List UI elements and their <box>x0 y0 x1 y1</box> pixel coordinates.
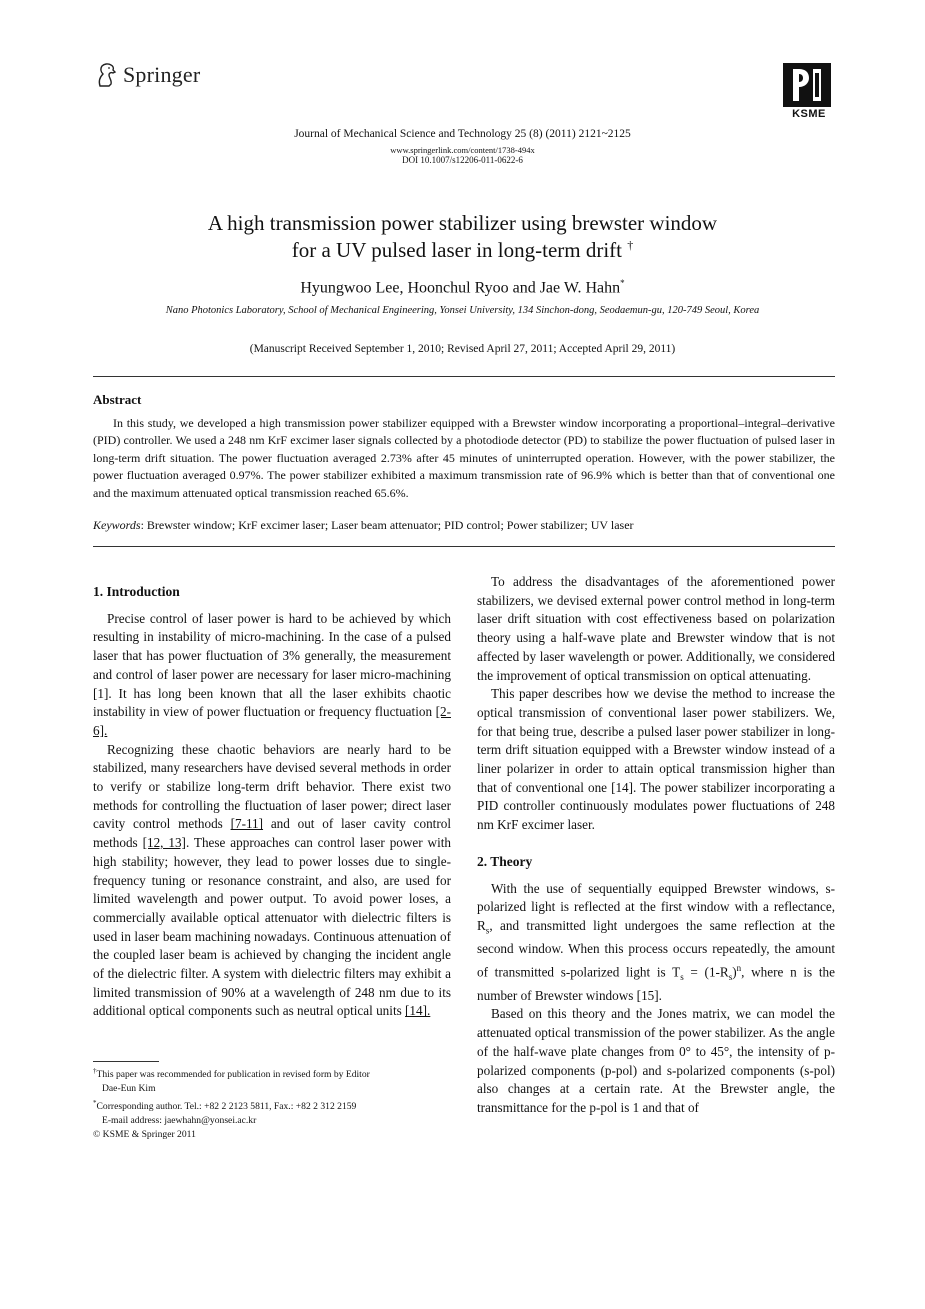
paragraph-text: With the use of sequentially equipped Brewster windows, s-polarized light is reflected at the first window with a reflectance, R <box>477 880 835 933</box>
section-heading-introduction: 1. Introduction <box>93 584 180 599</box>
paragraph <box>93 610 451 741</box>
keywords-label: Keywords <box>93 518 141 532</box>
title-dagger: † <box>627 238 634 252</box>
superscript: n <box>736 963 742 973</box>
paragraph-text: ) <box>732 964 737 980</box>
copyright: © KSME & Springer 2011 <box>93 1129 196 1141</box>
abstract-text: In this study, we developed a high transmission power stabilizer equipped with a Brewster window incorporating a proportional–integral–derivative (PID) controller. We used a 248 nm KrF excimer laser signals collected by a photodiode detector (PD) to stabilize the power fluctuation of pulsed laser in long-term drift situation. The power fluctuation averaged 2.73% after 45 minutes of uninterrupted operation. However, with the power stabilizer, the power fluctuation averaged 0.97%. The power stabilizer exhibited a maximum transmission rate of 96.9% which is better than that of conventional one and the maximum attenuated optical transmission reached 65.6%. <box>93 416 835 500</box>
spacer <box>477 835 835 853</box>
paragraph-text: = (1-R <box>683 964 729 980</box>
subscript: s <box>728 972 733 983</box>
left-column <box>93 583 451 1021</box>
title-line-2 <box>0 238 925 263</box>
subscript: s <box>485 925 490 936</box>
footnotes <box>93 1064 451 1142</box>
citation-link[interactable]: [12, 13] <box>142 835 186 851</box>
footnote-mark: * <box>93 1099 97 1108</box>
author-names: Hyungwoo Lee, Hoonchul Ryoo and Jae W. Hahn <box>300 279 621 297</box>
footnote-text: Corresponding author. Tel.: +82 2 2123 5811, Fax.: +82 2 312 2159 <box>96 1101 357 1113</box>
subscript: s <box>680 972 684 983</box>
citation-link[interactable]: [2-6]. <box>93 704 451 738</box>
paragraph-text: Precise control of laser power is hard to be achieved by which resulting in instability of micro-machining. In the case of a pulsed laser that has power fluctuation of 3% generally, the measurement and control of laser power are necessary for laser micro-machining [1]. It has long been known that all the laser exhibits chaotic instability in view of power fluctuation or frequency fluctuation <box>93 610 451 720</box>
right-column <box>477 573 835 1118</box>
ksme-label: KSME <box>792 108 826 120</box>
springer-horse-icon <box>94 62 118 88</box>
corresponding-mark: * <box>620 278 625 288</box>
title-line-2-text: for a UV pulsed laser in long-term drift <box>291 238 623 262</box>
footnote-rule <box>93 1061 159 1062</box>
journal-url[interactable]: www.springerlink.com/content/1738-494x <box>390 145 535 155</box>
citation-link[interactable]: [14]. <box>405 1003 431 1019</box>
doi: DOI 10.1007/s12206-011-0622-6 <box>402 155 523 165</box>
paragraph: This paper describes how we devise the method to increase the optical transmission of conventional laser power stabilizers. We, for that being true, describe a pulsed laser power stabilizer in long-term drift situation equipped with a Brewster window instead of a liner polarizer in order to attain optical transmission higher than that of conventional one [14]. The power stabilizer incorporating a PID controller continuously modulates power fluctuations of 248 nm KrF excimer laser. <box>477 686 835 833</box>
paragraph-text: , and transmitted light undergoes the same reflection at the second window. When this process occurs repeatedly, the amount of transmitted s-polarized light is T <box>477 917 835 980</box>
ksme-logo <box>783 63 835 120</box>
paragraph-text: , where n is the number of Brewster windows [15]. <box>477 964 835 1003</box>
footnote-continuation: Dae-Eun Kim <box>102 1083 156 1095</box>
manuscript-dates: (Manuscript Received September 1, 2010; Revised April 27, 2011; Accepted April 29, 2011) <box>249 343 676 355</box>
footnote-email: E-mail address: jaewhahn@yonsei.ac.kr <box>102 1115 257 1127</box>
title-line-1: A high transmission power stabilizer using brewster window <box>207 211 718 235</box>
paragraph <box>477 880 835 1006</box>
footnote <box>93 1096 451 1114</box>
springer-wordmark: Springer <box>123 62 201 87</box>
footnote <box>93 1064 451 1082</box>
paragraph: Based on this theory and the Jones matrix, we can model the attenuated optical transmission of the power stabilizer. As the angle of the half-wave plate changes from 0° to 45°, the intensity of p-polarized components (p-pol) and s-polarized components (s-pol) also changes at a certain rate. At the Brewster angle, the transmittance for the p-pol is 1 and that of <box>477 1006 835 1115</box>
journal-citation: Journal of Mechanical Science and Technology 25 (8) (2011) 2121~2125 <box>294 128 631 140</box>
paragraph-text: and out of laser cavity control methods <box>93 816 451 851</box>
keywords <box>93 518 835 533</box>
springer-logo <box>94 62 200 88</box>
keywords-text: : Brewster window; KrF excimer laser; Laser beam attenuator; PID control; Power stabilizer; UV laser <box>140 518 634 532</box>
citation-link[interactable]: [7-11] <box>230 816 264 832</box>
paragraph: To address the disadvantages of the aforementioned power stabilizers, we devised external power control method in long-term laser drift situation with cost effectiveness based on polarization theory using a half-wave plate and Brewster window that is not affected by laser wavelength or power. Additionally, we considered the improvement of optical transmission on optical attenuating. <box>477 574 835 683</box>
footnote-text: This paper was recommended for publication in revised form by Editor <box>96 1069 370 1081</box>
affiliation: Nano Photonics Laboratory, School of Mechanical Engineering, Yonsei University, 134 Sinchon-dong, Seodaemun-gu, 120-749 Seoul, Korea <box>165 305 760 316</box>
author-list <box>0 278 925 297</box>
section-heading-theory: 2. Theory <box>477 853 533 869</box>
footnote-mark: † <box>93 1067 97 1075</box>
paragraph-text: . These approaches can control laser power with high stability; however, they lead to power losses due to single-frequency tuning or resonance constraint, and also, are used for limited wavelength and power output. To avoid power loses, a commercially available optical attenuator with dielectric filters is used in laser beam machining nowadays. Continuous attenuation of the coupled laser beam is achieved by changing the incident angle of the dielectric filter. A system with dielectric filters may exhibit a limited transmission of 90% at a wavelength of 248 nm due to its additional optical components such as neutral optical units <box>93 835 451 1019</box>
divider-top <box>93 376 835 377</box>
ksme-emblem-icon <box>783 63 831 107</box>
paragraph-text: Recognizing these chaotic behaviors are nearly hard to be stabilized, many researchers have devised several methods in order to verify or stabilize long-term drift behavior. There exist two methods for controlling the fluctuation of laser power; direct laser cavity control methods <box>93 741 451 832</box>
divider-bottom <box>93 546 835 547</box>
paragraph <box>93 741 451 1022</box>
abstract-heading: Abstract <box>93 392 142 407</box>
